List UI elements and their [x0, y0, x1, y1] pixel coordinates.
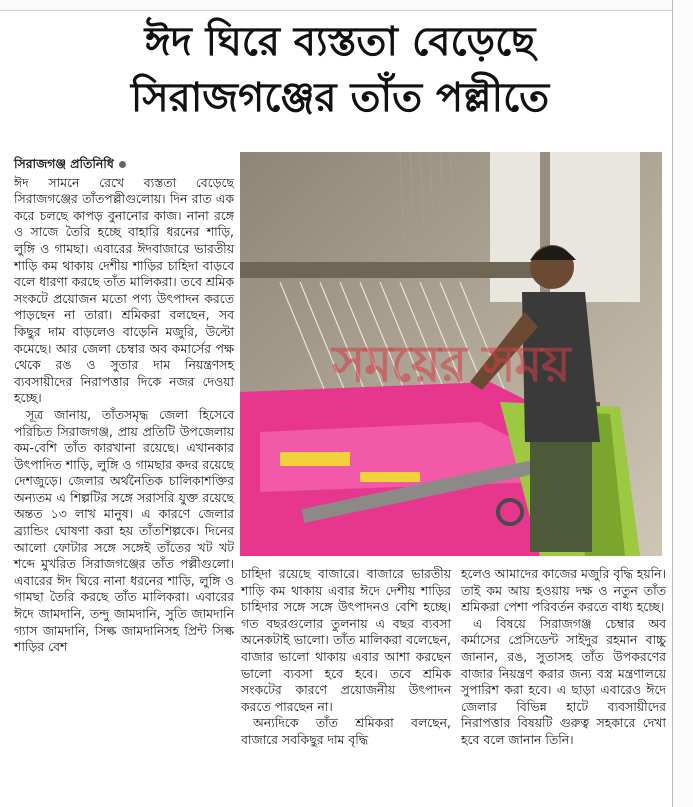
- paragraph-3: চাহিদা রয়েছে বাজারে। বাজারে ভারতীয় শাড়ি কম থাকায় এবার ঈদে দেশীয় শাড়ির চাহিদার সঙ্গে সঙ্গে উৎপাদনও বেশি হচ্ছে। গত বছরগুলোর তুলনায় এ বছর ব্যবসা অনেকটাই ভালো। তাঁত মালিকরা বলেছেন, বাজার ভালো থাকায় এবার আশা করছেন ভালো ব্যবসা হবে হবে। তবে শ্রমিক সংকটের কারণে প্রয়োজনীয় উৎপাদন করতে পারছেন না।: [241, 566, 451, 714]
- bullet-icon: [119, 161, 126, 168]
- loom-illustration: [240, 152, 662, 556]
- byline-text: সিরাজগঞ্জ প্রতিনিধি: [14, 156, 114, 171]
- headline-line-1: ঈদ ঘিরে ব্যস্ততা বেড়েছে: [144, 18, 536, 65]
- byline: [14, 156, 234, 173]
- article-column-1: [14, 156, 234, 656]
- adjacent-column-edge: [672, 0, 693, 807]
- paragraph-5: হলেও আমাদের কাজের মজুরি বৃদ্ধি হয়নি। তাই কম আয় হওয়ায় দক্ষ ও নতুন তাঁত শ্রমিকরা পেশা পরিবর্তন করতে বাধ্য হচ্ছে।: [461, 566, 666, 615]
- previous-page-strip: [0, 0, 693, 11]
- news-photo-weaver-at-loom: [240, 152, 662, 556]
- headline: [40, 14, 640, 126]
- paragraph-4: অন্যদিকে তাঁত শ্রমিকরা বলছেন, বাজারে সবকিছুর দাম বৃদ্ধি: [241, 715, 451, 747]
- article-column-3: [461, 566, 666, 749]
- article-column-2: [241, 566, 451, 749]
- headline-line-2: সিরাজগঞ্জের তাঁত পল্লীতে: [130, 74, 550, 121]
- paragraph-2: সূত্র জানায়, তাঁতসমৃদ্ধ জেলা হিসেবে পরিচিত সিরাজগঞ্জ, প্রায় প্রতিটি উপজেলায় কম-বেশি তাঁত কারখানা রয়েছে। এখানকার উৎপাদিত শাড়ি, লুঙ্গি ও গামছার কদর রয়েছে দেশজুড়ে। জেলার অর্থনৈতিক চালিকাশক্তির অন্যতম এ শিল্পটির সঙ্গে সরাসরি যুক্ত রয়েছে অন্তত ১৩ লাখ মানুষ। এ কারণে জেলার ব্র্যান্ডিং ঘোষণা করা হয় তাঁতশিল্পকে। দিনের আলো ফোটার সঙ্গে সঙ্গেই তাঁতের খট খট শব্দে মুখরিত সিরাজগঞ্জের তাঁত পল্লীগুলো। এবারের ঈদ ঘিরে নানা ধরনের শাড়ি, লুঙ্গি ও গামছা তৈরি করছে তাঁত মালিকরা। এবারের ঈদে জামদানি, তন্দু জামদানি, সুতি জামদানি গ্যাস জামদানি, সিল্ক জামদানিসহ প্রিন্ট সিল্ক শাড়ির বেশ: [14, 406, 234, 655]
- paragraph-1: ঈদ সামনে রেখে ব্যস্ততা বেড়েছে সিরাজগঞ্জের তাঁতপল্লীগুলোয়। দিন রাত এক করে চলছে কাপড় বুনানোর কাজ। নানা রঙ্গে ও সাজে তৈরি হচ্ছে বাহারি ধরনের শাড়ি, লুঙ্গি ও গামছা। এবারের ঈদবাজারে ভারতীয় শাড়ি কম থাকায় দেশীয় শাড়ির চাহিদা বাড়বে বলে ধারণা করছে তাঁত মালিকরা। তবে শ্রমিক সংকটে প্রয়োজন মতো পণ্য উৎপাদন করতে পাড়ছেন না তারা। শ্রমিকরা বলছেন, সব কিছুর দাম বাড়লেও বাড়েনি মজুরি, উল্টো কমেছে। আর জেলা চেম্বার অব কমার্সের পক্ষ থেকে রঙ ও সুতার দাম নিয়ন্ত্রণসহ ব্যবসায়ীদের নিরাপত্তার দিকে নজর দেওয়া হচ্ছে।: [14, 174, 234, 406]
- watermark-logo: সময়ের সময়: [332, 335, 570, 393]
- paragraph-6: এ বিষয়ে সিরাজগঞ্জ চেম্বার অব কর্মাসের প্রেসিডেন্ট সাইদুর রহমান বাচ্চু জানান, রঙ, সুতাসহ তাঁত উপকরণের বাজার নিয়ন্ত্রণ করার জন্য বস্ত্র মন্ত্রণালয়ে সুপারিশ করা হবে। এ ছাড়া এবারেও ঈদে জেলার বিভিন্ন হাটে ব্যবসায়ীদের নিরাপত্তার বিষয়টি গুরুত্ব সহকারে দেখা হবে বলে জানান তিনি।: [461, 615, 666, 747]
